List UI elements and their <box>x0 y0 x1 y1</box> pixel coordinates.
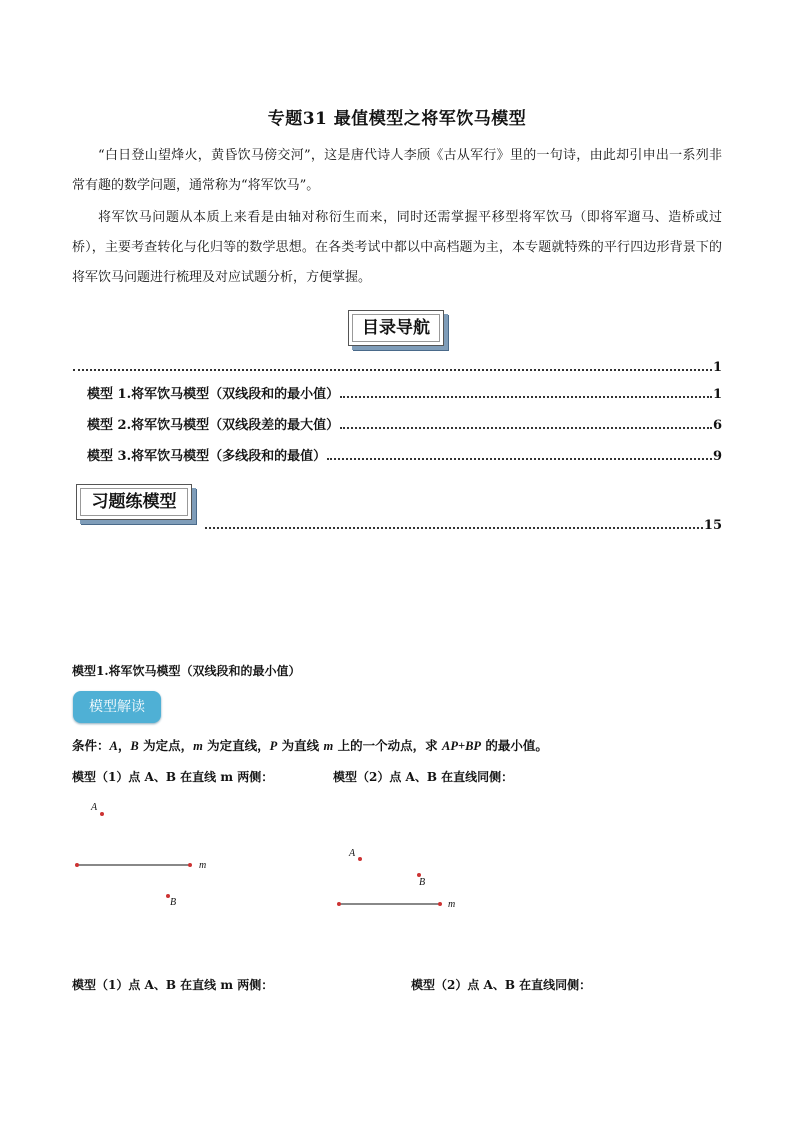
toc-item-model-1[interactable] <box>87 383 722 402</box>
toc-practice-row[interactable] <box>204 518 722 533</box>
condition-text-part: 为定点， <box>138 738 194 753</box>
condition-text-part: 为定直线， <box>202 738 270 753</box>
toc-item-label: 模型 1.将军饮马模型（双线段和的最小值） <box>87 387 340 402</box>
toc-heading <box>348 310 444 346</box>
condition-point-p: P <box>269 739 278 753</box>
toc-item-label: 模型 2.将军饮马模型（双线段差的最大值） <box>87 418 340 433</box>
case-1-label-repeat: 模型（1）点 A、B 在直线 m 两侧： <box>72 978 274 992</box>
model-interpretation-badge: 模型解读 <box>73 691 161 723</box>
practice-heading <box>76 484 192 520</box>
condition-text-part: 的最小值。 <box>481 738 548 753</box>
label-m: m <box>448 899 456 910</box>
toc-leader-dots <box>327 457 712 460</box>
intro-paragraph-2: 将军饮马问题从本质上来看是由轴对称衍生而来，同时还需掌握平移型将军饮马（即将军遛马、造桥或过桥），主要考查转化与化归等的数学思想。在各类考试中都以中高档题为主，本专题就特殊的平行四边形背景下的将军饮马问题进行梳理及对应试题分析，方便掌握。 <box>72 210 722 285</box>
page-title: 专题31 最值模型之将军饮马模型 <box>267 109 527 129</box>
practice-heading-label: 习题练模型 <box>91 492 177 512</box>
toc-page-number: 1 <box>712 387 722 402</box>
toc-page-number: 15 <box>703 518 722 533</box>
condition-separator: ， <box>117 738 131 753</box>
condition-expression: AP+BP <box>441 739 482 753</box>
section-heading: 模型1.将军饮马模型（双线段和的最小值） <box>72 664 301 678</box>
condition-line-m: m <box>193 739 203 753</box>
line-endpoint <box>337 902 341 906</box>
condition-text-part: 上的一个动点，求 <box>333 738 442 753</box>
toc-page-number: 6 <box>712 418 722 433</box>
point-a <box>358 857 362 861</box>
toc-heading-label: 目录导航 <box>362 318 430 338</box>
label-a: A <box>349 848 356 859</box>
figure-model-2 <box>330 840 470 915</box>
condition-point-a: A <box>109 739 118 753</box>
toc-leader-dots <box>205 526 703 529</box>
line-endpoint <box>438 902 442 906</box>
condition-line-m: m <box>323 739 334 753</box>
case-1-label: 模型（1）点 A、B 在直线 m 两侧： <box>72 770 274 784</box>
toc-page-number: 9 <box>712 449 722 464</box>
toc-first-row[interactable] <box>72 360 722 375</box>
condition-text-part: 为直线 <box>277 738 324 753</box>
condition-point-b: B <box>130 739 139 753</box>
point-a <box>100 812 104 816</box>
case-2-label: 模型（2）点 A、B 在直线同侧： <box>333 770 514 784</box>
case-2-label-repeat: 模型（2）点 A、B 在直线同侧： <box>411 978 592 992</box>
toc-item-model-3[interactable] <box>87 445 722 464</box>
condition-prefix: 条件： <box>72 738 110 753</box>
condition-text <box>72 736 548 754</box>
label-a: A <box>91 802 98 813</box>
label-m: m <box>199 860 207 871</box>
label-b: B <box>419 877 426 888</box>
toc-page-number: 1 <box>712 360 722 375</box>
toc-item-label: 模型 3.将军饮马模型（多线段和的最值） <box>87 449 327 464</box>
intro-paragraph-1: “白日登山望烽火，黄昏饮马傍交河”，这是唐代诗人李颀《古从军行》里的一句诗，由此却引申出一系列非常有趣的数学问题，通常称为“将军饮马”。 <box>72 148 722 193</box>
label-b: B <box>170 897 177 908</box>
line-endpoint <box>188 863 192 867</box>
toc-item-model-2[interactable] <box>87 414 722 433</box>
figure-model-1 <box>60 795 230 915</box>
toc-leader-dots <box>73 368 712 371</box>
line-endpoint <box>75 863 79 867</box>
toc-leader-dots <box>340 426 712 429</box>
toc-leader-dots <box>340 395 712 398</box>
